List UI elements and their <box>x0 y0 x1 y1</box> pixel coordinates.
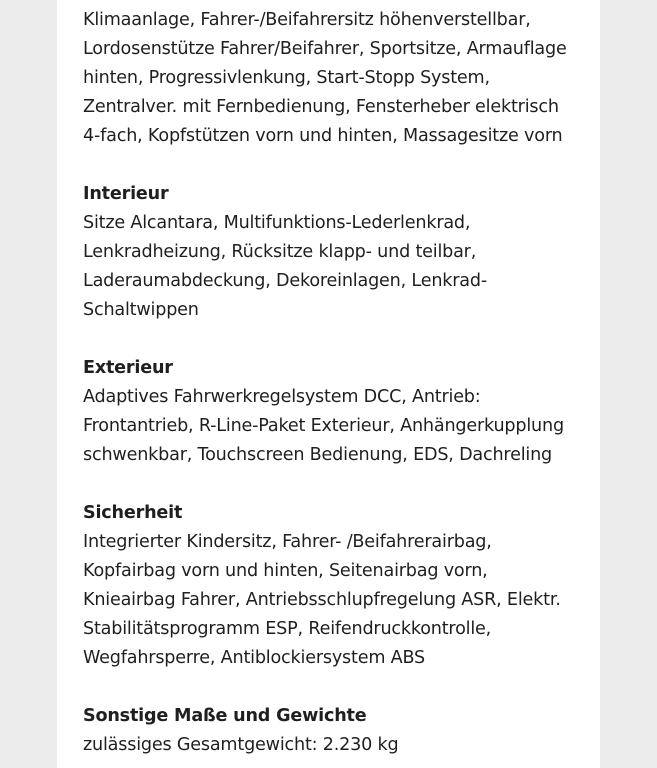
text-line: Knieairbag Fahrer, Antriebsschlupfregelung ASR, Elektr. <box>83 590 561 610</box>
section-sicherheit <box>83 499 600 673</box>
section-masse-gewichte <box>83 702 600 760</box>
text-line: Zentralver. mit Fernbedienung, Fensterheber elektrisch <box>83 97 559 117</box>
section-exterieur <box>83 354 600 470</box>
intro-block <box>83 6 600 151</box>
text-line: Frontantrieb, R-Line-Paket Exterieur, Anhängerkupplung <box>83 416 564 436</box>
text-line: Laderaumabdeckung, Dekoreinlagen, Lenkrad- <box>83 271 487 291</box>
text-line: zulässiges Gesamtgewicht: 2.230 kg <box>83 735 399 755</box>
feature-list <box>83 6 600 760</box>
text-line: Kopfairbag vorn und hinten, Seitenairbag vorn, <box>83 561 488 581</box>
text-line: 4-fach, Kopfstützen vorn und hinten, Massagesitze vorn <box>83 126 563 146</box>
text-line: Schaltwippen <box>83 300 199 320</box>
text-line: hinten, Progressivlenkung, Start-Stopp System, <box>83 68 490 88</box>
section-title: Interieur <box>83 184 169 204</box>
text-line: Klimaanlage, Fahrer-/Beifahrersitz höhenverstellbar, <box>83 10 531 30</box>
text-line: Stabilitätsprogramm ESP, Reifendruckkontrolle, <box>83 619 492 639</box>
text-line: Lordosenstütze Fahrer/Beifahrer, Sportsitze, Armauflage <box>83 39 567 59</box>
details-card <box>57 0 600 768</box>
text-line: Adaptives Fahrwerkregelsystem DCC, Antrieb: <box>83 387 481 407</box>
section-title: Sonstige Maße und Gewichte <box>83 706 367 726</box>
text-line: schwenkbar, Touchscreen Bedienung, EDS, Dachreling <box>83 445 552 465</box>
text-line: Wegfahrsperre, Antiblockiersystem ABS <box>83 648 426 668</box>
text-line: Lenkradheizung, Rücksitze klapp- und teilbar, <box>83 242 477 262</box>
section-title: Exterieur <box>83 358 173 378</box>
text-line: Integrierter Kindersitz, Fahrer- /Beifahrerairbag, <box>83 532 492 552</box>
text-line: Sitze Alcantara, Multifunktions-Lederlenkrad, <box>83 213 471 233</box>
section-title: Sicherheit <box>83 503 183 523</box>
section-interieur <box>83 180 600 325</box>
